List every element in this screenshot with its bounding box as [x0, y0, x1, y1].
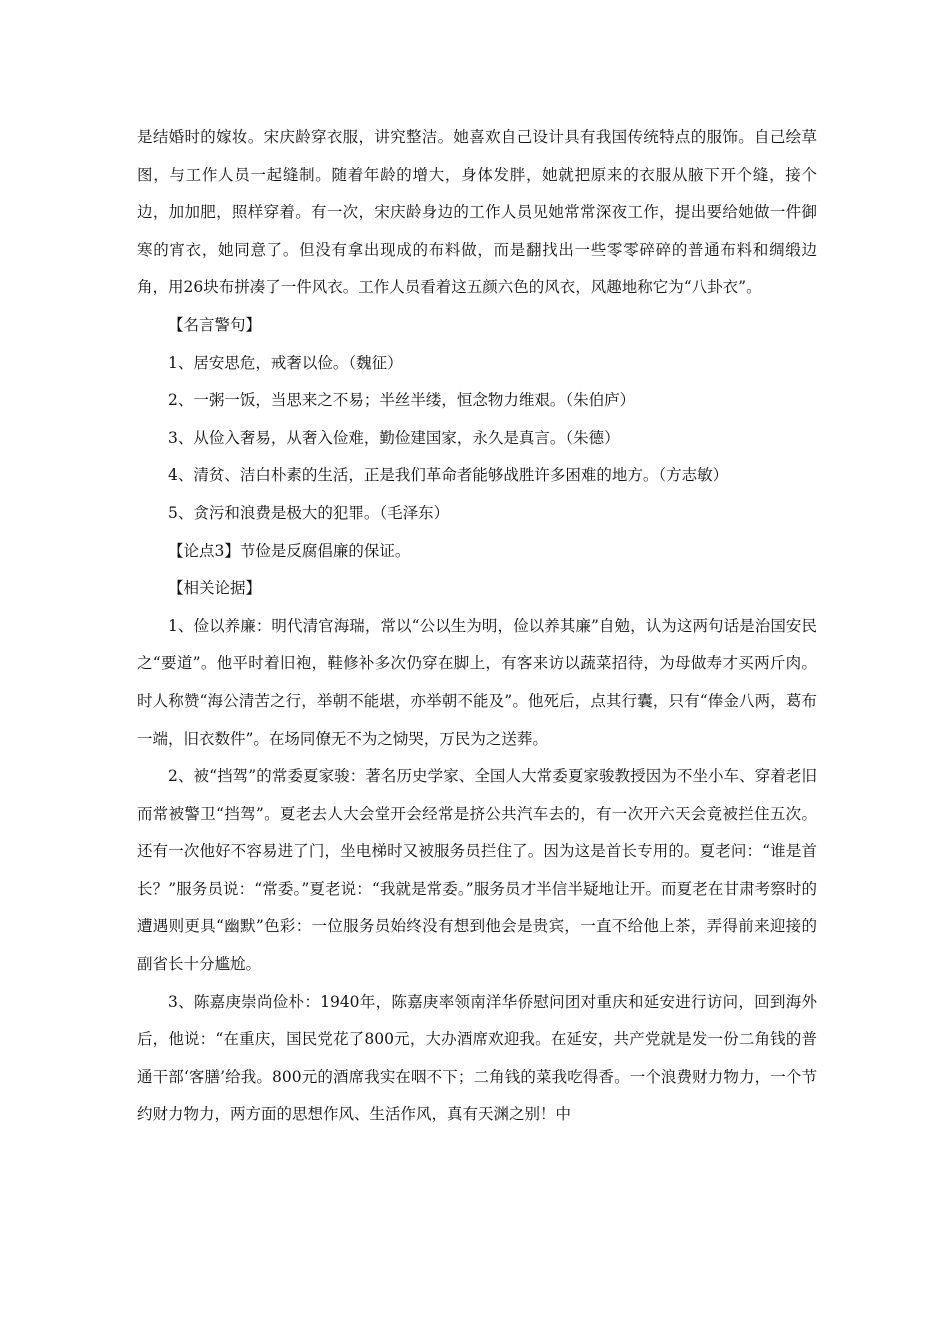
quote-item-3: 3、从俭入奢易，从奢入俭难，勤俭建国家，永久是真言。（朱德） — [168, 428, 620, 447]
evidence-chen-jiageng: 3、陈嘉庚崇尚俭朴：1940年，陈嘉庚率领南洋华侨慰问团对重庆和延安进行访问，回到海外后，他说：“在重庆，国民党花了800元，大办酒席欢迎我。在延安，共产党就是发一份二角钱的普通干部‘客膳’给我。800元的酒席我实在咽不下；二角钱的菜我吃得香。一个浪费财力物力，一个节约财力物力，两方面的思想作风、生活作风，真有天渊之别！中 — [137, 992, 817, 1124]
evidence-hai-rui: 1、俭以养廉：明代清官海瑞，常以“公以生为明，俭以养其廉”自勉，认为这两句话是治国安民之“要道”。他平时着旧袍，鞋修补多次仍穿在脚上，有客来访以蔬菜招待，为母做寿才买两斤肉。时人称赞“海公清苦之行，举朝不能堪，亦举朝不能及”。他死后，点其行囊，只有“俸金八两，葛布一端，旧衣数件”。在场同僚无不为之恸哭，万民为之送葬。 — [137, 616, 817, 748]
heading-related-evidence: 【相关论据】 — [168, 579, 262, 598]
quote-item-4: 4、清贫、洁白朴素的生活，正是我们革命者能够战胜许多困难的地方。（方志敏） — [168, 466, 729, 485]
quote-item-1: 1、居安思危，戒奢以俭。（魏征） — [168, 353, 403, 372]
document-body — [137, 119, 817, 1134]
paragraph-song-qingling-clothing: 是结婚时的嫁妆。宋庆龄穿衣服，讲究整洁。她喜欢自己设计具有我国传统特点的服饰。自己绘草图，与工作人员一起缝制。随着年龄的增大，身体发胖，她就把原来的衣服从腋下开个缝，接个边，加加肥，照样穿着。有一次，宋庆龄身边的工作人员见她常常深夜工作，提出要给她做一件御寒的宵衣，她同意了。但没有拿出现成的布料做，而是翻找出一些零零碎碎的普通布料和绸缎边角，用26块布拼凑了一件风衣。工作人员看着这五颜六色的风衣，风趣地称它为“八卦衣”。 — [137, 128, 817, 297]
heading-famous-quotes: 【名言警句】 — [168, 315, 262, 334]
quote-item-2: 2、一粥一饭，当思来之不易；半丝半缕，恒念物力维艰。（朱伯庐） — [168, 391, 636, 410]
quote-item-5: 5、贪污和浪费是极大的犯罪。（毛泽东） — [168, 503, 450, 522]
heading-argument-3: 【论点3】节俭是反腐倡廉的保证。 — [168, 541, 411, 560]
evidence-xia-jiajun: 2、被“挡驾”的常委夏家骏：著名历史学家、全国人大常委夏家骏教授因为不坐小车、穿着老旧而常被警卫“挡驾”。夏老去人大会堂开会经常是挤公共汽车去的，有一次开六天会竟被拦住五次。还有一次他好不容易进了门，坐电梯时又被服务员拦住了。因为这是首长专用的。夏老问：“谁是首长？”服务员说：“常委。”夏老说：“我就是常委。”服务员才半信半疑地让开。而夏老在甘肃考察时的遭遇则更具“幽默”色彩：一位服务员始终没有想到他会是贵宾，一直不给他上茶，弄得前来迎接的副省长十分尴尬。 — [137, 767, 817, 974]
